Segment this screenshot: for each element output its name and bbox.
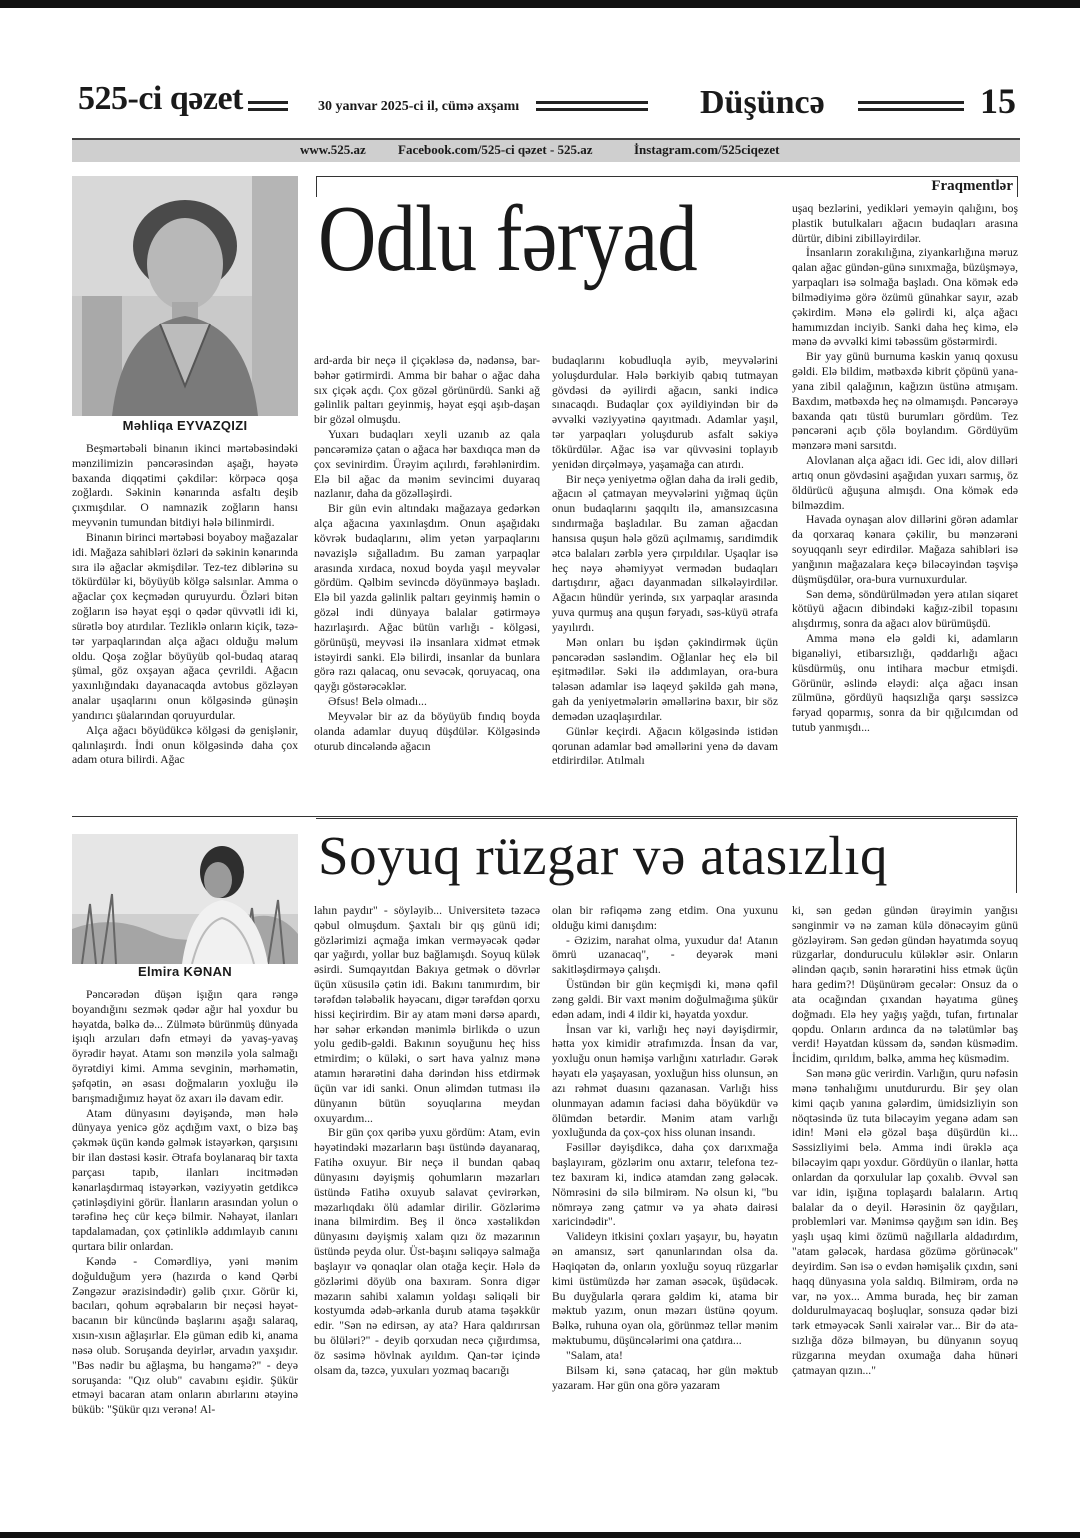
article-column (72, 988, 298, 1524)
page-number: 15 (980, 81, 1016, 121)
paragraph: Yuxarı budaqları xeyli uzanıb az qala pəncərəmizə çatan o ağaca hər baxdıqca mən də çox sevinirdim. Ürəyim açılırdı, fərəhlənirdim. Elə bil ağac da mənim sevincimi duyaraq nazlanır, daha da gözəlləşirdi. (314, 428, 540, 501)
article-title: Odlu fəryad (318, 187, 697, 291)
paragraph: Meyvələr bir az da böyüyüb fındıq boyda olanda adamlar duyuq düşdülər. Kölgəsində oturub dincələndə ağacın (314, 709, 540, 753)
paragraph: Sən mənə güc verirdin. Varlığın, quru nəfəsin mənə tənhalığımı unutdururdu. Bir şey olan kimi qaçıb yanına gələrdim, ümidsizliyin son nöqtəsində üz tuta biləcəyim yeganə adam sən idin! Məni elə gözəl başa düşürdün ki... Səssizliyimi belə. Amma indi ürəklə aça biləcəyim qapı yoxdur. Gördüyün o ilanlar, hətta onlardan da qorxulular lap çoxalıb. Əvvəl sən var idin, işığına toplaşardı balaların. Artıq balalar da o deyil. Hərəsinin öz qayğıları, problemləri var. Mənimsə qayğım sən idin. Beş yaşlı uşaq kimi özümü nağıllarla aldadırdım, "atam gələcək, hardasa gözümə görünəcək" deyirdim. Sən isə o evdən həmişəlik çıxdın, səni haqq dünyasına yola saldıq. Bilmirəm, orda nə var, nə yox... Amma burada, heç bir zaman doldurulmayacaq boşluqlar, sonsuza qədər bizi tərk etməyəcək Sənli xairələr var... Bir də ata-sızlığa dözə bilməyən, bu dünyanın soyuq rüzgarına meydan oxumağa daha hünəri çatmayan qızın..." (792, 1067, 1018, 1377)
paragraph: İnsan var ki, varlığı heç nəyi dəyişdirmir, hətta yox kimidir ətrafımızda. İnsan da var, yoxluğu onun həmişə varlığını xatırladır. Gərək həyatı elə yaşayasan, yoxluğun hiss olunsun, ən azı rəhmət duasını qazanasan. Varlığı hiss olunmayan adamın faciəsi daha böyükdür və ölümdən betərdir. Mənim atam varlığı yoxluğunda da çox-çox hiss olunan insandı. (552, 1022, 778, 1140)
paragraph: Binanın birinci mərtəbəsi boyaboy mağazalar idi. Mağaza sahibləri özləri də səkinin kənarında sıra ilə ağaclar əkmişdilər. Tez-tez diblərinə su tökürdülər ki, böyüyüb kölgə salsınlar. Amma o ağaclar çox keçmədən quruyurdu. Özləri bitən zoğların isə həyat eşqi o qədər qüvvətli idi ki, sürətlə boy atırdılar. Tezliklə onların kiçik, təzə-tər yarpaqlarından alça ağacı olduğu məlum oldu. Qoşa zoğlar böyüyüb qol-budaq ataraq şümal, göz oxşayan ağaca çevrildi. Ağacın yaxınlığındakı dayanacaqda avtobus gözləyən analar uşaqlarını onun kölgəsində günəşin yandırıcı şüalarından qoruyurdular. (72, 530, 298, 722)
paragraph: Bilsəm ki, sənə çatacaq, hər gün məktub yazaram. Hər gün ona görə yazaram (552, 1363, 778, 1392)
paragraph: uşaq bezlərini, yedikləri yeməyin qalığını, boş plastik butulkaları ağacın budaqları arasına dürtür, dibini zibilləyirdilər. (792, 202, 1018, 245)
section-title: Düşüncə (700, 84, 825, 121)
bottom-border (0, 1532, 1080, 1538)
links-bar (72, 138, 1020, 162)
paragraph: ard-arda bir neçə il çiçəkləsə də, nədənsə, bar-bəhər gətirmirdi. Amma bir bahar o ağac daha sıx çiçək açdı. Çox gözəl görünürdü. Sanki ağ gəlinlik paltarı geyinmiş, həyat eşqi aşıb-daşan bir gözəl olmuşdu. (314, 354, 540, 427)
paragraph: Alça ağacı böyüdükcə kölgəsi də genişlənir, qalınlaşırdı. İndi onun kölgəsində daha çox adam otura bilirdi. Ağac (72, 723, 298, 767)
paragraph: Mən onları bu işdən çəkindirmək üçün pəncərədən səsləndim. Oğlanlar heç elə bil eşitmədilər. Səki ilə addımlayan, ora-bura tələsən adamlar isə laqeyd şəkildə gah mənə, gah da yeniyetmələrin əməllərinə baxır, bir söz demədən uzaqlaşırdılar. (552, 635, 778, 723)
paragraph: Atam dünyasını dəyişəndə, mən hələ dünyaya yenicə göz açdığım vaxt, o bizə baş çəkmək üçün kəndə gəlmək istəyərkən, qarşısını bir ilan dəstəsi kəsir. Ətrafa boylanaraq bir taxta parçası tapıb, ilanları incitmədən kənarlaşdırmaq istəyərkən, vəziyyətin getdikcə çətinləşdiyini görür. İlanların arasından yolun o tərəfinə heç cür keçə bilmir. Nəhayət, ilanları tapdalamadan, çox çətinliklə addımlayıb canını qurtara bilir onlardan. (72, 1106, 298, 1254)
masthead-rule (858, 101, 964, 111)
paragraph: budaqlarını kobudluqla əyib, meyvələrini yoluşdurdular. Hələ bərkiyib qabıq tutmayan gövdəsi də əyilirdi ağacın, sanki indicə sınacaqdı. Budaqlar çox əyildiyindən bir də əvvəlki vəziyyətinə qayıtmadı. Adamlar yaşıl, tər yarpaqları yoluşdurub asfalt səkiyə tökürdülər. Ağac isə var qüvvəsini toplayıb yenidən dirçəlməyə, yaşamağa can atırdı. (552, 354, 778, 471)
article-title: Soyuq rüzgar və atasızlıq (318, 825, 888, 886)
author-photo (72, 834, 298, 964)
paragraph: Amma mənə elə gəldi ki, adamların biganəliyi, etibarsızlığı, qəddarlığı ağacı küsdürmüş, onu intihara məcbur etmişdi. Görünür, əslində eləydi: alça ağacı insan zülmünə, gördüyü haqsızlığa qarşı səssizcə fəryad qoparmış, sonra da bir qığılcımdan od tutub yanmışdı... (792, 632, 1018, 734)
website-link[interactable]: www.525.az (300, 142, 366, 157)
paragraph: "Salam, ata! (566, 1348, 623, 1362)
article-column (552, 354, 778, 802)
paragraph: Bir yay günü burnuma kəskin yanıq qoxusu gəldi. Elə bildim, mətbəxdə kibrit çöpünü yana-yana zibil qalağının, kağızın üstünə atmışam. Baxdım, mətbəxdə heç nə olmamışdı. Pəncərəyə baxanda qatı tüstü burumları gördüm. Tez pəncərəni açıb çölə boylandım. Gördüyüm mənzərə məni sarsıtdı. (792, 350, 1018, 453)
paragraph: İnsanların zorakılığına, ziyankarlığına məruz qalan ağac gündən-günə sınıxmağa, büzüşməyə, yarpaqları isə solmağa başladı. Ona kömək edə bilmədiyimə görə özümü günahkar sayır, əzab çəkirdim. Mənə elə gəlirdi ki, alça ağacı hamımızdan inciyib. Sanki daha heç kimə, elə mənə də əvvəlki kimi təbəssüm göstərmirdi. (792, 246, 1018, 349)
paragraph: Fəsillər dəyişdikcə, daha çox darıxmağa başlayıram, gözlərim onu axtarır, telefona tez-tez baxıram ki, indicə atamdan zəng gələcək. Nömrəsini də silə bilmirəm. Nə olsun ki, "bu nömrəyə zəng çatmır və ya əhatə dairəsi xaricindədir". (552, 1141, 778, 1229)
article-column (792, 904, 1018, 1524)
author-name: Elmira KƏNAN (138, 964, 232, 979)
top-border (0, 0, 1080, 8)
masthead-rule (536, 101, 648, 111)
paragraph: Günlər keçirdi. Ağacın kölgəsində istidən qorunan adamlar bəd əməllərini yenə də davam etdirirdilər. Atılmalı (552, 724, 778, 768)
paragraph: Alovlanan alça ağacı idi. Gec idi, alov dilləri artıq onun gövdəsini aşağıdan yuxarı sarmış, öz öldürücü ağuşuna almışdı. Ona kömək edə bilməzdim. (792, 454, 1018, 512)
paragraph: Beşmərtəbəli binanın ikinci mərtəbəsindəki mənzilimizin pəncərəsindən aşağı, həyətə baxanda diqqətimi çəkdilər: körpəcə qoşa zoğlardı. Səkinin kənarında asfaltı deşib çıxmışdılar. O namnazik zoğların hansı meyvənin tumundan bitdiyi hələ bilinmirdi. (72, 442, 298, 530)
paper-name: 525-ci qəzet (78, 80, 243, 117)
paragraph: Əfsus! Belə olmadı... (328, 695, 427, 709)
paragraph: Bir neçə yeniyetmə oğlan daha da irəli gedib, ağacın əl çatmayan meyvələrini yığmaq üçün onun budaqlarını şaqqıltı ilə, amansızcasına sındırmağa başladılar. Bu zaman ağacdan hansısa quşun hələ gözü açılmamış, sarıdimdik ətcə balaları zərblə yerə çırpıldılar. Uşaqlar isə heç nəyə əhəmiyyət vermədən budaqları dartışdırır, ağacı dayanmadan silkələyirdilər. Ağacın hündür yerində, sıx yarpaqlar arasında yuva qurmuş ana quşun fəryadı, səs-küyü ətrafa yayılırdı. (552, 472, 778, 634)
paragraph: Bir gün çox qəribə yuxu gördüm: Atam, evin həyətindəki məzarların başı üstündə dayanaraq, Fatihə oxuyur. Bir neçə il bundan qabaq dünyasını dəyişmiş qohumların məzarları üstündə Fatihə oxuyub salavat çevirərkən, məzarlıqdakı ölü adamlar dirilir. Gözlərimə inana bilmirdim. Beş il öncə xəstəlikdən dünyasını dəyişmiş xalam qızı öz məzarının üstündə peyda olur. Üst-başını səliqəyə salmağa başlayır və qonaqlar olan otağa keçir. Hələ də gözlərimi döyüb ona baxıram. Sonra digər məzarın sahibi xalamın yoldaşı səliqəli bir kostyumda ədəb-ərkanla durub atama təşəkkür edir. "Sən nə edirsən, ay ata? Hara qaldırırsan bu ölüləri?" - deyib qorxudan necə çığırdımsa, öz səsimə hövlnak ayıldım. Qan-tər içində olsam da, təzcə, yuxuları yozmaq bacarığı (314, 1126, 540, 1377)
instagram-link[interactable]: İnstagram.com/525ciqezet (634, 142, 780, 157)
article-column (552, 904, 778, 1524)
article-column (314, 904, 540, 1524)
paragraph: lahın paydır" - söyləyib... Universitetə təzəcə qəbul olmuşdum. Şaxtalı bir qış günü idi; gözlərimizi açmağa imkan verməyəcək qədər qar yağırdı, yollar buz bağlamışdı. Soyuq külək əsirdi. Sumqayıtdan Bakıya getmək o dövrlər üçün xüsusilə çətin idi. Bakını tanımırdım, bir tərəfdən tələbəlik həyəcanı, digər tərəfdən qorxu hissi keçirirdim. Bir ay atam məni dərsə apardı, hər səhər erkəndən mənimlə birlikdə o uzun yolu gedib-gəldi. Bakının soyuğunu heç hiss etmirdim; o küləki, o sərt hava yalnız mənə atamın hərarətini daha dərindən hiss etdirmək üçün var idi sanki. Onun əlimdən tutması ilə dünyanın bütün soyuqlarına meydan oxuyardım... (314, 904, 540, 1125)
issue-date: 30 yanvar 2025-ci il, cümə axşamı (318, 99, 520, 114)
facebook-link[interactable]: Facebook.com/525-ci qəzet - 525.az (398, 142, 593, 157)
paragraph: Havada oynaşan alov dillərini görən adamlar da qorxaraq kənara çəkilir, bu mənzərəni soyuqqanlı seyr edirdilər. Mağaza sahibləri isə yanğının mağazalara keçə biləcəyindən təşvişə düşmüşdülər, ora-bura vurnuxurdular. (792, 513, 1018, 586)
paragraph: - Əzizim, narahat olma, yuxudur da! Atanın ömrü uzanacaq", - deyərək məni sakitləşdirməyə çalışdı. (552, 933, 778, 977)
paragraph: Kəndə - Comərdliyə, yəni mənim doğulduğum yerə (hazırda o kənd Qərbi Zəngəzur ərazisindədir) gəlib çıxır. Görür ki, bacıları, qohum əqrəbaların bir neçəsi həyət-bacanın bir küncündə başlarını aşağı salaraq, xısın-xısın ağlaşırlar. Elə güman edib ki, anama nəsə olub. Soruşanda deyirlər, arvadın yaxşıdır. "Bəs nədir bu ağlaşma, bu həngamə?" - deyə soruşanda: "Qız olub" cavabını eşidir. Şükür etməyi bacaran atam onların abırlarını ətəyinə büküb: "Şükür qızı verənə! Al- (72, 1254, 298, 1417)
article-column (792, 202, 1018, 802)
paragraph: Bir gün evin altındakı mağazaya gedərkən alça ağacına yaxınlaşdım. Onun aşağıdakı kövrək budaqlarını, əlim yetən yarpaqlarını nəvazişlə sığalladım. Bu zaman yarpaqlar arasında xırdaca, noxud boyda yaşıl meyvələr gördüm. Qəlbim sevincdə döyünməyə başladı. Elə bil yazda gəlinlik paltarı geyinmiş həmin o gözəl indi dünyaya balalar gətirməyə hazırlaşırdı. Ağac bütün varlığı - kölgəsi, görünüşü, meyvəsi ilə insanlara xidmət etmək istəyirdi sanki. Elə bilirdi, insanlar da bunlara görə razı qalacaq, onu sevəcək, qoruyacaq, ona qayğı göstərəcəklər. (314, 502, 540, 694)
paragraph: ki, sən gedən gündən ürəyimin yanğısı sənginmir və nə zaman külə dönəcəyim günü gözləyirəm. Sən gedən gündən həyatımda soyuq rüzgarlar, donduruculu küləklər əsir. Onların əlindən qaçıb, sənin hərarətini hiss etmək üçün hara gedim?! Düşünürəm gecələr: Onsuz da o ata ocağından çıxandan həyatıma güneş doğmadı. Elə hey yağış yağdı, tufan, fırtınalar qopdu. Onların ardınca da nə tələtümlər baş verdi! Həyatdan küssəm də, səndən küsmədim. İncidim, qırıldım, bəlkə, amma heç küsmədim. (792, 904, 1018, 1066)
author-name: Məhliqa EYVAZQIZI (122, 418, 248, 433)
paragraph: Üstündən bir gün keçmişdi ki, mənə qəfil zəng gəldi. Bir vaxt mənim doğulmağıma şükür edən adam, indi 4 ildir ki, həyatda yoxdur. (552, 978, 778, 1021)
section-divider (72, 816, 1018, 817)
masthead-rule (248, 101, 288, 111)
paragraph: Valideyn itkisini çoxları yaşayır, bu, həyatın ən amansız, sərt qanunlarından olsa da. Həqiqətən də, onların yoxluğu soyuq rüzgarlar kimi üstümüzdə hər zaman əsəcək, üşüdəcək. Bu duyğularla qərara gəldim ki, atama bir məktub yazım, onun məzarı üstünə qoyum. Bəlkə, ruhuna oyan ola, görünməz tellər mənim məktubumu, düşüncələrimi ona çatdıra... (552, 1230, 778, 1348)
rubric-label: Fraqmentlər (931, 178, 1013, 194)
paragraph: Pəncərədən düşən işığın qara rəngə boyandığını sezmək qədər ağır hal yoxdur bu həyatda, bəlkə də... Zülmətə bürünmüş dünyada işıqlı arzuları dəfn etməyi də yavaş-yavaş öyrədir həyat. Atamı son mənzilə yola salmağı öyrətdiyi kimi. Amma sevginin, mərhəmətin, şəfqətin, ən əsası doğmaların yoxluğu ilə barışmadığımız həyat öz axarı ilə davam edir. (72, 988, 298, 1105)
author-photo (72, 176, 298, 416)
article-column (314, 354, 540, 802)
paragraph: olan bir rəfiqəmə zəng etdim. Ona yuxunu olduğu kimi danışdım: (552, 904, 778, 932)
article-column (72, 442, 298, 802)
paragraph: Sən demə, söndürülmədən yerə atılan siqaret kötüyü ağacın dibindəki kağız-zibil topasını alışdırmış, sonra da ağacı alov bürümüşdü. (792, 587, 1018, 631)
